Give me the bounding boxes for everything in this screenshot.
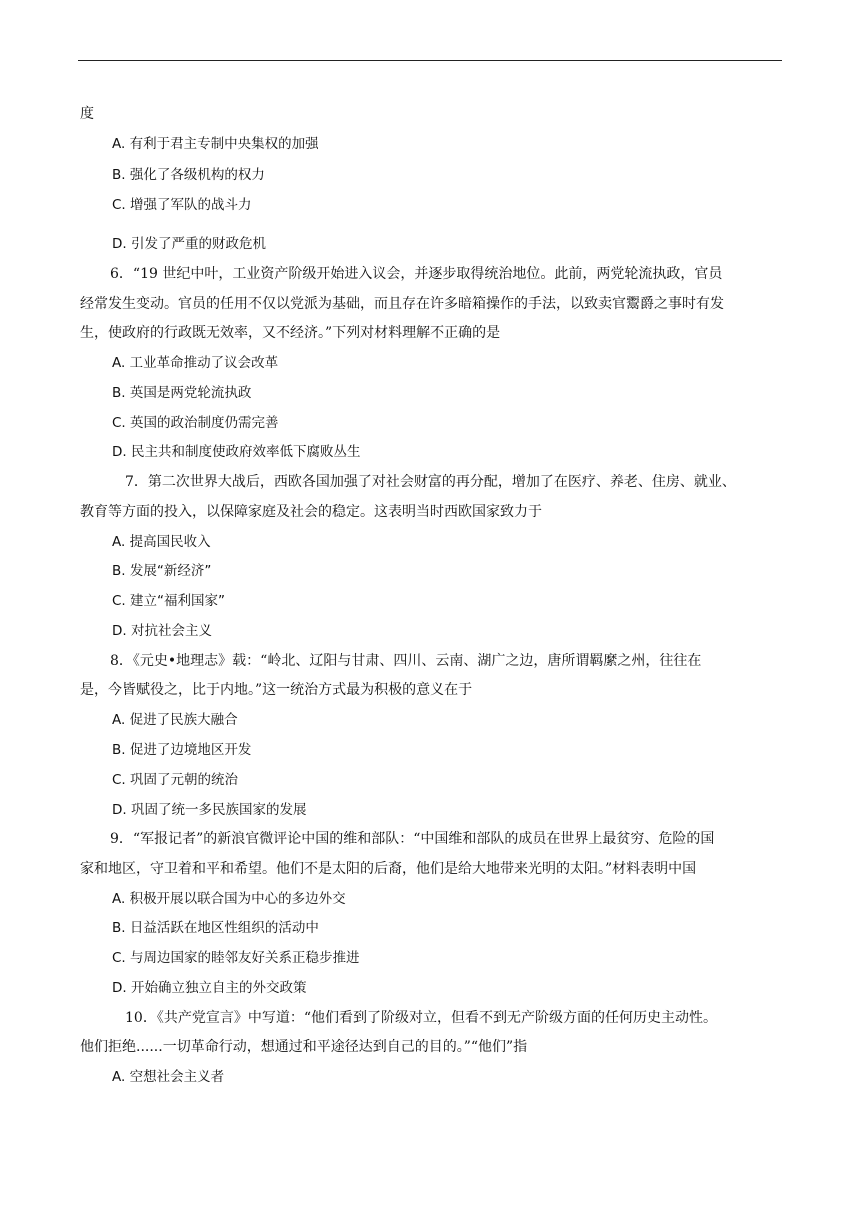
q9-option-b: B. 日益活跃在地区性组织的活动中: [112, 920, 319, 936]
q7-option-c: C. 建立“福利国家”: [112, 593, 225, 609]
q6-option-a: A. 工业革命推动了议会改革: [112, 355, 279, 371]
q10-stem-line2: 他们拒绝......一切革命行动，想通过和平途径达到自己的目的。”“他们”指: [80, 1039, 528, 1055]
q7-stem-line2: 教育等方面的投入，以保障家庭及社会的稳定。这表明当时西欧国家致力于: [80, 504, 542, 520]
q7-option-a: A. 提高国民收入: [112, 534, 211, 550]
q10-option-a: A. 空想社会主义者: [112, 1069, 225, 1085]
q7-stem-line1: 7．第二次世界大战后，西欧各国加强了对社会财富的再分配，增加了在医疗、养老、住房、就业、: [125, 474, 736, 490]
q8-option-b: B. 促进了边境地区开发: [112, 742, 252, 758]
q9-stem-line1: 9．“军报记者”的新浪官微评论中国的维和部队：“中国维和部队的成员在世界上最贫穷、危险的国: [110, 831, 715, 847]
q8-option-d: D. 巩固了统一多民族国家的发展: [112, 802, 307, 818]
q6-stem-line3: 生，使政府的行政既无效率，又不经济。”下列对材料理解不正确的是: [80, 325, 501, 341]
q8-stem-line2: 是，今皆赋役之，比于内地。”这一统治方式最为积极的意义在于: [80, 682, 473, 698]
q8-option-a: A. 促进了民族大融合: [112, 712, 238, 728]
q7-option-d: D. 对抗社会主义: [112, 623, 212, 639]
q5-option-b: B. 强化了各级机构的权力: [112, 167, 265, 183]
q8-option-c: C. 巩固了元朝的统治: [112, 772, 239, 788]
q7-option-b: B. 发展“新经济”: [112, 563, 212, 579]
q9-option-d: D. 开始确立独立自主的外交政策: [112, 980, 307, 996]
q9-option-c: C. 与周边国家的睦邻友好关系正稳步推进: [112, 950, 360, 966]
q6-option-c: C. 英国的政治制度仍需完善: [112, 415, 279, 431]
q6-stem-line2: 经常发生变动。官员的任用不仅以党派为基础，而且存在许多暗箱操作的手法，以致卖官鬻爵之事时有发: [80, 296, 724, 312]
header-rule: [78, 60, 782, 61]
q8-stem-line1: 8．《元史•地理志》载：“岭北、辽阳与甘肃、四川、云南、湖广之边，唐所谓羁縻之州，往往在: [110, 653, 702, 669]
q5-option-a: A. 有利于君主专制中央集权的加强: [112, 136, 319, 152]
q6-option-b: B. 英国是两党轮流执政: [112, 385, 252, 401]
q9-stem-line2: 家和地区，守卫着和平和希望。他们不是太阳的后裔，他们是给大地带来光明的太阳。”材料表明中国: [80, 861, 697, 877]
q10-stem-line1: 10．《共产党宣言》中写道：“他们看到了阶级对立，但看不到无产阶级方面的任何历史主动性。: [125, 1010, 717, 1026]
q6-option-d: D. 民主共和制度使政府效率低下腐败丛生: [112, 444, 361, 460]
q9-option-a: A. 积极开展以联合国为中心的多边外交: [112, 891, 346, 907]
q5-option-c: C. 增强了军队的战斗力: [112, 197, 252, 213]
q5-stem-tail: 度: [80, 106, 94, 122]
q5-option-d: D. 引发了严重的财政危机: [112, 236, 266, 252]
q6-stem-line1: 6．“19 世纪中叶，工业资产阶级开始进入议会，并逐步取得统治地位。此前，两党轮流执政，官员: [110, 266, 723, 282]
